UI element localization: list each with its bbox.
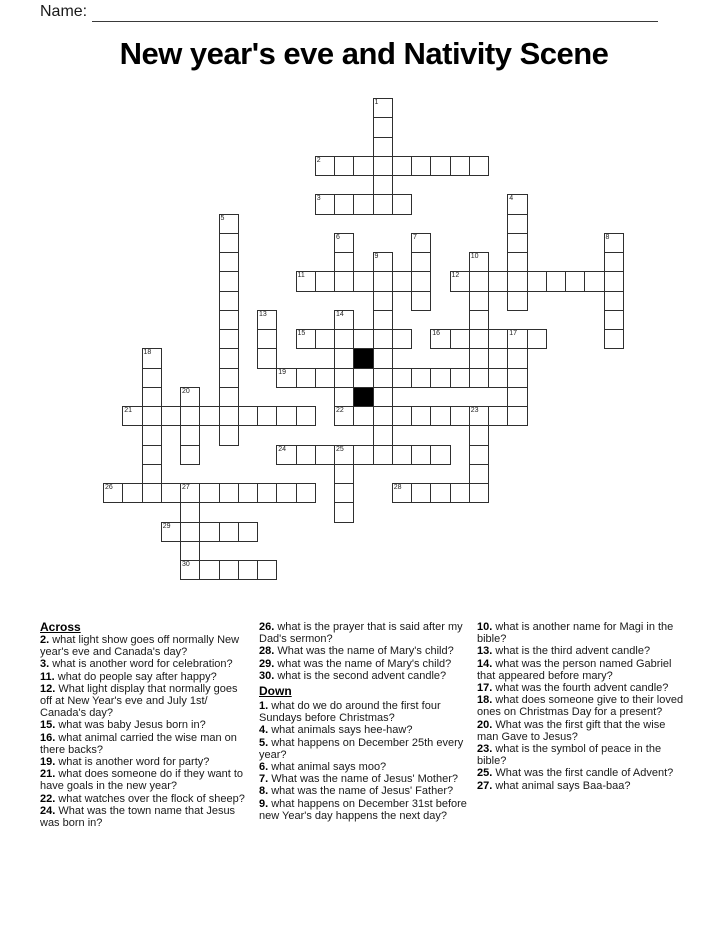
clue-2: 2. what light show goes off normally New year's eve and Canada's day? bbox=[40, 634, 240, 659]
grid-cell[interactable] bbox=[373, 387, 393, 407]
grid-cell[interactable] bbox=[219, 252, 239, 272]
clue-number: 18. bbox=[477, 694, 496, 707]
cell-number: 10 bbox=[470, 253, 479, 260]
clue-number: 22. bbox=[40, 792, 59, 805]
grid-cell[interactable] bbox=[411, 156, 431, 176]
grid-cell[interactable] bbox=[507, 214, 527, 234]
grid-cell[interactable] bbox=[199, 522, 219, 542]
grid-cell[interactable] bbox=[411, 368, 431, 388]
grid-cell[interactable] bbox=[142, 406, 162, 426]
clue-6: 6. what animal says moo? bbox=[259, 761, 387, 774]
grid-cell[interactable] bbox=[450, 368, 470, 388]
grid-cell[interactable] bbox=[373, 175, 393, 195]
clue-15: 15. what was baby Jesus born in? bbox=[40, 719, 206, 732]
clue-number: 1. bbox=[259, 700, 272, 713]
clue-16: 16. what animal carried the wise man on there backs? bbox=[40, 731, 237, 756]
grid-cell[interactable] bbox=[238, 560, 258, 580]
grid-cell[interactable] bbox=[469, 425, 489, 445]
grid-cell[interactable] bbox=[199, 560, 219, 580]
clue-column-2 bbox=[259, 621, 468, 822]
grid-cell[interactable] bbox=[469, 464, 489, 484]
grid-cell[interactable] bbox=[392, 406, 412, 426]
grid-cell[interactable] bbox=[488, 406, 508, 426]
grid-cell[interactable] bbox=[507, 233, 527, 253]
cell-number: 3 bbox=[316, 195, 321, 203]
grid-cell[interactable] bbox=[527, 271, 547, 291]
clue-number: 30. bbox=[259, 669, 278, 682]
grid-cell[interactable] bbox=[161, 406, 181, 426]
grid-cell[interactable] bbox=[392, 368, 412, 388]
cell-number: 27 bbox=[182, 484, 190, 491]
cell-number: 20 bbox=[182, 387, 190, 395]
grid-cell[interactable] bbox=[334, 310, 354, 330]
clue-11: 11. what do people say after happy? bbox=[40, 670, 217, 683]
grid-cell[interactable] bbox=[219, 483, 239, 503]
grid-cell[interactable] bbox=[334, 368, 354, 388]
grid-cell[interactable] bbox=[373, 271, 393, 291]
grid-cell[interactable] bbox=[373, 252, 393, 272]
grid-cell[interactable] bbox=[334, 445, 354, 465]
grid-cell[interactable] bbox=[411, 445, 431, 465]
grid-cell[interactable] bbox=[373, 291, 393, 311]
grid-cell[interactable] bbox=[257, 348, 277, 368]
grid-cell[interactable] bbox=[373, 329, 393, 349]
grid-cell[interactable] bbox=[469, 271, 489, 291]
grid-cell[interactable] bbox=[411, 406, 431, 426]
clue-number: 19. bbox=[40, 756, 59, 769]
grid-cell[interactable] bbox=[507, 291, 527, 311]
cell-number: 9 bbox=[374, 253, 379, 260]
cell-number: 2 bbox=[316, 156, 321, 164]
grid-cell[interactable] bbox=[334, 406, 354, 426]
clue-number: 21. bbox=[40, 768, 59, 781]
grid-cell[interactable] bbox=[142, 387, 162, 407]
grid-cell[interactable] bbox=[180, 483, 200, 503]
clue-9: 9. what happens on December 31st before new Year's day happens the next day? bbox=[259, 797, 467, 822]
grid-cell[interactable] bbox=[373, 425, 393, 445]
grid-cell[interactable] bbox=[507, 252, 527, 272]
grid-cell[interactable] bbox=[604, 310, 624, 330]
grid-cell[interactable] bbox=[219, 425, 239, 445]
grid-cell[interactable] bbox=[353, 194, 373, 214]
grid-cell[interactable] bbox=[373, 310, 393, 330]
grid-cell[interactable] bbox=[180, 522, 200, 542]
grid-cell[interactable] bbox=[507, 368, 527, 388]
clue-19: 19. what is another word for party? bbox=[40, 756, 210, 769]
grid-cell[interactable] bbox=[315, 156, 335, 176]
grid-cell[interactable] bbox=[411, 483, 431, 503]
clue-number: 15. bbox=[40, 719, 59, 732]
clue-number: 16. bbox=[40, 731, 59, 744]
grid-cell[interactable] bbox=[296, 483, 316, 503]
grid-cell[interactable] bbox=[219, 560, 239, 580]
clue-number: 13. bbox=[477, 645, 496, 658]
grid-cell[interactable] bbox=[334, 387, 354, 407]
grid-cell[interactable] bbox=[488, 329, 508, 349]
grid-cell[interactable] bbox=[180, 445, 200, 465]
clue-number: 25. bbox=[477, 767, 496, 780]
grid-cell[interactable] bbox=[353, 368, 373, 388]
grid-cell[interactable] bbox=[469, 329, 489, 349]
grid-cell[interactable] bbox=[392, 445, 412, 465]
clue-14: 14. what was the person named Gabriel that appeared before mary? bbox=[477, 657, 672, 682]
grid-cell[interactable] bbox=[373, 98, 393, 118]
grid-cell[interactable] bbox=[219, 310, 239, 330]
clue-number: 8. bbox=[259, 785, 272, 798]
cell-number: 22 bbox=[336, 407, 344, 414]
grid-cell[interactable] bbox=[180, 387, 200, 407]
grid-cell[interactable] bbox=[373, 117, 393, 137]
clue-21: 21. what does someone do if they want to have goals in the new year? bbox=[40, 768, 244, 793]
grid-cell[interactable] bbox=[392, 483, 412, 503]
clue-5: 5. what happens on December 25th every year? bbox=[259, 736, 464, 761]
clue-number: 12. bbox=[40, 682, 59, 695]
clue-number: 26. bbox=[259, 621, 278, 633]
grid-cell[interactable] bbox=[334, 483, 354, 503]
cell-number: 4 bbox=[509, 195, 514, 203]
grid-cell[interactable] bbox=[604, 291, 624, 311]
grid-cell[interactable] bbox=[257, 329, 277, 349]
grid-cell[interactable] bbox=[180, 541, 200, 561]
grid-cell[interactable] bbox=[142, 445, 162, 465]
grid-cell[interactable] bbox=[334, 502, 354, 522]
grid-cell[interactable] bbox=[392, 271, 412, 291]
grid-cell[interactable] bbox=[238, 483, 258, 503]
grid-cell[interactable] bbox=[276, 406, 296, 426]
clue-number: 14. bbox=[477, 657, 496, 670]
grid-cell[interactable] bbox=[257, 560, 277, 580]
clue-number: 9. bbox=[259, 797, 272, 810]
clue-1: 1. what do we do around the first four Sundays before Christmas? bbox=[259, 700, 441, 725]
cell-number: 21 bbox=[124, 407, 133, 414]
grid-cell[interactable] bbox=[219, 406, 239, 426]
grid-cell[interactable] bbox=[142, 368, 162, 388]
grid-cell[interactable] bbox=[507, 329, 527, 349]
cell-number: 11 bbox=[297, 272, 305, 280]
grid-cell[interactable] bbox=[450, 271, 470, 291]
across-header: Across bbox=[40, 620, 81, 634]
clue-column-1 bbox=[40, 621, 249, 829]
clue-27: 27. what animal says Baa-baa? bbox=[477, 779, 631, 792]
grid-cell[interactable] bbox=[142, 425, 162, 445]
grid-cell[interactable] bbox=[296, 271, 316, 291]
clue-22: 22. what watches over the flock of sheep? bbox=[40, 792, 245, 805]
cell-number: 14 bbox=[336, 310, 344, 318]
clue-number: 11. bbox=[40, 670, 58, 683]
grid-cell[interactable] bbox=[122, 483, 142, 503]
grid-cell[interactable] bbox=[296, 445, 316, 465]
grid-cell[interactable] bbox=[450, 406, 470, 426]
clue-24: 24. What was the town name that Jesus was born in? bbox=[40, 804, 236, 830]
clue-number: 23. bbox=[477, 743, 496, 756]
cell-number: 15 bbox=[297, 330, 306, 337]
grid-cell[interactable] bbox=[161, 483, 181, 503]
grid-cell[interactable] bbox=[296, 368, 316, 388]
black-cell bbox=[353, 387, 373, 407]
grid-cell[interactable] bbox=[450, 483, 470, 503]
cell-number: 29 bbox=[162, 522, 171, 530]
cell-number: 19 bbox=[278, 368, 287, 376]
grid-cell[interactable] bbox=[180, 502, 200, 522]
clue-number: 2. bbox=[40, 634, 53, 646]
clue-23: 23. what is the symbol of peace in the bible? bbox=[477, 743, 662, 768]
grid-cell[interactable] bbox=[507, 348, 527, 368]
grid-cell[interactable] bbox=[334, 271, 354, 291]
grid-cell[interactable] bbox=[469, 348, 489, 368]
grid-cell[interactable] bbox=[161, 522, 181, 542]
grid-cell[interactable] bbox=[507, 387, 527, 407]
clue-column-3 bbox=[477, 621, 686, 792]
clue-number: 10. bbox=[477, 621, 496, 633]
clue-25: 25. What was the first candle of Advent? bbox=[477, 767, 674, 780]
grid-cell[interactable] bbox=[257, 406, 277, 426]
grid-cell[interactable] bbox=[219, 522, 239, 542]
grid-cell[interactable] bbox=[353, 329, 373, 349]
grid-cell[interactable] bbox=[546, 271, 566, 291]
grid-cell[interactable] bbox=[315, 329, 335, 349]
grid-cell[interactable] bbox=[392, 329, 412, 349]
clue-7: 7. What was the name of Jesus' Mother? bbox=[259, 773, 458, 786]
grid-cell[interactable] bbox=[219, 387, 239, 407]
grid-cell[interactable] bbox=[315, 368, 335, 388]
clue-number: 20. bbox=[477, 718, 496, 731]
grid-cell[interactable] bbox=[180, 560, 200, 580]
cell-number: 1 bbox=[374, 99, 379, 106]
grid-cell[interactable] bbox=[219, 348, 239, 368]
clue-29: 29. what was the name of Mary's child? bbox=[259, 657, 452, 670]
cell-number: 26 bbox=[105, 484, 113, 491]
clue-4: 4. what animals says hee-haw? bbox=[259, 724, 413, 737]
grid-cell[interactable] bbox=[334, 329, 354, 349]
grid-cell[interactable] bbox=[199, 483, 219, 503]
grid-cell[interactable] bbox=[219, 271, 239, 291]
clue-number: 28. bbox=[259, 645, 278, 658]
grid-cell[interactable] bbox=[219, 214, 239, 234]
grid-cell[interactable] bbox=[257, 483, 277, 503]
grid-cell[interactable] bbox=[219, 329, 239, 349]
clue-number: 5. bbox=[259, 736, 272, 749]
down-header: Down bbox=[259, 684, 292, 699]
grid-cell[interactable] bbox=[142, 464, 162, 484]
grid-cell[interactable] bbox=[488, 368, 508, 388]
grid-cell[interactable] bbox=[411, 233, 431, 253]
grid-cell[interactable] bbox=[450, 329, 470, 349]
grid-cell[interactable] bbox=[353, 406, 373, 426]
grid-cell[interactable] bbox=[373, 445, 393, 465]
clue-17: 17. what was the fourth advent candle? bbox=[477, 682, 669, 695]
cell-number: 28 bbox=[393, 484, 402, 491]
cell-number: 6 bbox=[336, 233, 340, 241]
grid-cell[interactable] bbox=[430, 406, 450, 426]
grid-cell[interactable] bbox=[180, 425, 200, 445]
grid-cell[interactable] bbox=[199, 406, 219, 426]
clue-28: 28. What was the name of Mary's child? bbox=[259, 645, 454, 658]
grid-cell[interactable] bbox=[469, 483, 489, 503]
cell-number: 5 bbox=[220, 214, 225, 222]
cell-number: 25 bbox=[336, 445, 344, 453]
grid-cell[interactable] bbox=[373, 137, 393, 157]
grid-cell[interactable] bbox=[469, 445, 489, 465]
cell-number: 13 bbox=[259, 310, 267, 318]
clue-20: 20. What was the first gift that the wise man Gave to Jesus? bbox=[477, 718, 666, 743]
grid-cell[interactable] bbox=[103, 483, 123, 503]
grid-cell[interactable] bbox=[276, 368, 296, 388]
grid-cell[interactable] bbox=[411, 291, 431, 311]
clue-13: 13. what is the third advent candle? bbox=[477, 645, 651, 658]
grid-cell[interactable] bbox=[219, 233, 239, 253]
clue-3: 3. what is another word for celebration? bbox=[40, 658, 233, 671]
grid-cell[interactable] bbox=[122, 406, 142, 426]
grid-cell[interactable] bbox=[315, 445, 335, 465]
grid-cell[interactable] bbox=[373, 194, 393, 214]
clue-number: 4. bbox=[259, 724, 272, 737]
grid-cell[interactable] bbox=[373, 348, 393, 368]
clue-number: 29. bbox=[259, 657, 278, 670]
grid-cell[interactable] bbox=[353, 445, 373, 465]
grid-cell[interactable] bbox=[488, 271, 508, 291]
clue-30: 30. what is the second advent candle? bbox=[259, 669, 447, 682]
page-title: New year's eve and Nativity Scene bbox=[119, 36, 609, 71]
grid-cell[interactable] bbox=[180, 406, 200, 426]
clue-number: 17. bbox=[477, 682, 496, 695]
clue-number: 3. bbox=[40, 658, 53, 671]
grid-cell[interactable] bbox=[411, 252, 431, 272]
grid-cell[interactable] bbox=[373, 156, 393, 176]
grid-cell[interactable] bbox=[469, 406, 489, 426]
grid-cell[interactable] bbox=[276, 445, 296, 465]
clue-8: 8. what was the name of Jesus' Father? bbox=[259, 785, 454, 798]
grid-cell[interactable] bbox=[430, 156, 450, 176]
grid-cell[interactable] bbox=[604, 233, 624, 253]
grid-cell[interactable] bbox=[238, 522, 258, 542]
grid-cell[interactable] bbox=[469, 291, 489, 311]
cell-number: 17 bbox=[509, 330, 518, 337]
clue-18: 18. what does someone give to their loved ones on Christmas Day for a present? bbox=[477, 694, 684, 719]
grid-cell[interactable] bbox=[430, 368, 450, 388]
name-row bbox=[40, 3, 87, 21]
clue-number: 6. bbox=[259, 761, 272, 774]
grid-cell[interactable] bbox=[392, 194, 412, 214]
grid-cell[interactable] bbox=[430, 329, 450, 349]
grid-cell[interactable] bbox=[353, 156, 373, 176]
grid-cell[interactable] bbox=[334, 194, 354, 214]
clue-number: 24. bbox=[40, 804, 59, 817]
black-cell bbox=[353, 348, 373, 368]
grid-cell[interactable] bbox=[334, 464, 354, 484]
grid-cell[interactable] bbox=[507, 406, 527, 426]
grid-cell[interactable] bbox=[334, 348, 354, 368]
cell-number: 16 bbox=[432, 330, 441, 337]
grid-cell[interactable] bbox=[392, 156, 412, 176]
grid-cell[interactable] bbox=[469, 252, 489, 272]
grid-cell[interactable] bbox=[296, 329, 316, 349]
grid-cell[interactable] bbox=[296, 406, 316, 426]
grid-cell[interactable] bbox=[469, 368, 489, 388]
grid-cell[interactable] bbox=[276, 483, 296, 503]
grid-cell[interactable] bbox=[469, 156, 489, 176]
grid-cell[interactable] bbox=[584, 271, 604, 291]
grid-cell[interactable] bbox=[334, 233, 354, 253]
cell-number: 8 bbox=[605, 233, 610, 241]
grid-cell[interactable] bbox=[334, 252, 354, 272]
grid-cell[interactable] bbox=[373, 368, 393, 388]
grid-cell[interactable] bbox=[430, 445, 450, 465]
cell-number: 18 bbox=[143, 349, 152, 357]
grid-cell[interactable] bbox=[507, 194, 527, 214]
grid-cell[interactable] bbox=[411, 271, 431, 291]
grid-cell[interactable] bbox=[604, 329, 624, 349]
grid-cell[interactable] bbox=[469, 310, 489, 330]
cell-number: 7 bbox=[413, 233, 417, 241]
grid-cell[interactable] bbox=[450, 156, 470, 176]
grid-cell[interactable] bbox=[238, 406, 258, 426]
clue-10: 10. what is another name for Magi in the bible? bbox=[477, 621, 674, 646]
grid-cell[interactable] bbox=[527, 329, 547, 349]
grid-cell[interactable] bbox=[604, 271, 624, 291]
grid-cell[interactable] bbox=[430, 483, 450, 503]
clue-26: 26. what is the prayer that is said after my Dad's sermon? bbox=[259, 621, 463, 646]
grid-cell[interactable] bbox=[219, 368, 239, 388]
cell-number: 23 bbox=[470, 407, 479, 414]
grid-cell[interactable] bbox=[565, 271, 585, 291]
grid-cell[interactable] bbox=[604, 252, 624, 272]
grid-cell[interactable] bbox=[373, 406, 393, 426]
clue-12: 12. What light display that normally goes off at New Year's eve and July 1st/ Canada's day? bbox=[40, 682, 238, 720]
name-label: Name: bbox=[40, 3, 88, 20]
cell-number: 24 bbox=[278, 445, 287, 453]
grid-cell[interactable] bbox=[142, 483, 162, 503]
grid-cell[interactable] bbox=[219, 291, 239, 311]
grid-cell[interactable] bbox=[353, 271, 373, 291]
grid-cell[interactable] bbox=[507, 271, 527, 291]
name-input-line[interactable] bbox=[92, 21, 658, 22]
grid-cell[interactable] bbox=[334, 156, 354, 176]
clue-number: 7. bbox=[259, 773, 272, 786]
grid-cell[interactable] bbox=[315, 194, 335, 214]
grid-cell[interactable] bbox=[315, 271, 335, 291]
grid-cell[interactable] bbox=[142, 348, 162, 368]
grid-cell[interactable] bbox=[257, 310, 277, 330]
cell-number: 12 bbox=[451, 272, 460, 280]
clue-number: 27. bbox=[477, 779, 496, 792]
cell-number: 30 bbox=[182, 561, 190, 568]
